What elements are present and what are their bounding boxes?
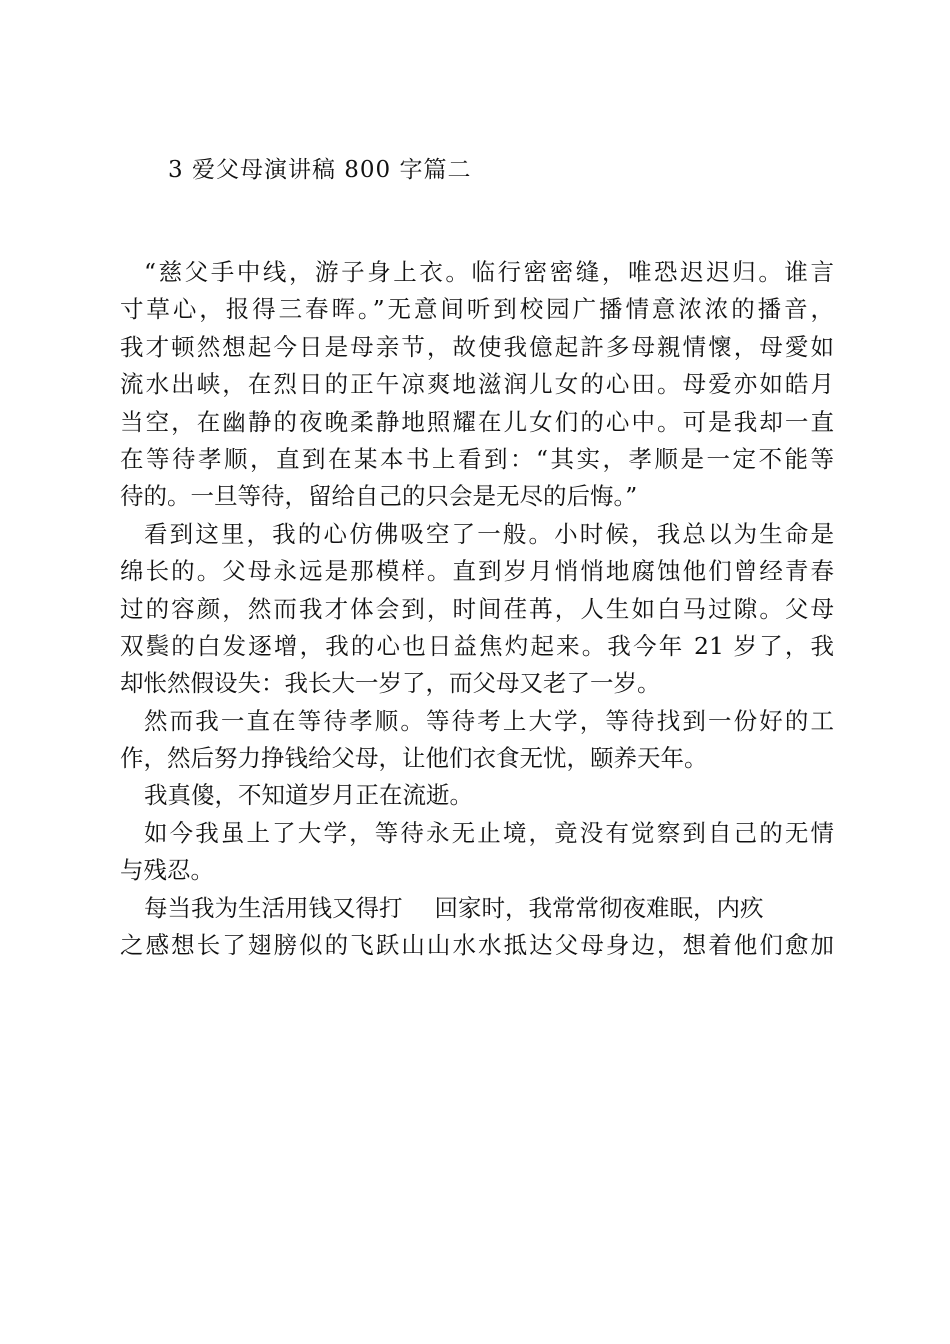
text-line: 过的容颜，然而我才体会到，时间荏苒，人生如白马过隙。父母 [120, 594, 834, 623]
text-line: 如今我虽上了大学，等待永无止境，竟没有觉察到自己的无情 [144, 818, 834, 847]
text-line: 之感想长了翅膀似的飞跃山山水水抵达父母身边，想着他们愈加 [120, 931, 834, 960]
text-line: 待的。一旦等待，留给自己的只会是无尽的后悔。” [120, 482, 638, 511]
text-line: 绵长的。父母永远是那模样。直到岁月悄悄地腐蚀他们曾经青春 [120, 557, 834, 586]
text-line: 在等待孝顺，直到在某本书上看到：“其实，孝顺是一定不能等 [120, 444, 834, 473]
text-line: 与残忍。 [120, 856, 214, 885]
text-line: 寸草心，报得三春晖。”无意间听到校园广播情意浓浓的播音， [120, 295, 834, 324]
text-fragment: 回家时，我常常彻夜难眠，内疚 [434, 893, 764, 922]
text-line: 作，然后努力挣钱给父母，让他们衣食无忧，颐养天年。 [120, 744, 708, 773]
text-line: 却怅然假设失：我长大一岁了，而父母又老了一岁。 [120, 669, 661, 698]
text-line: 看到这里，我的心仿佛吸空了一般。小时候，我总以为生命是 [144, 519, 834, 548]
text-line: 我真傻，不知道岁月正在流逝。 [144, 781, 473, 810]
text-line: “慈父手中线，游子身上衣。临行密密缝，唯恐迟迟归。谁言 [144, 258, 834, 286]
text-line: 双鬓的白发逐增，我的心也日益焦灼起来。我今年 21 岁了，我 [120, 631, 834, 660]
text-line: 然而我一直在等待孝顺。等待考上大学，等待找到一份好的工 [144, 706, 834, 735]
page-title: 3 爱父母演讲稿 800 字篇二 [168, 157, 472, 183]
text-line: 流水出峡，在烈日的正午凉爽地滋润儿女的心田。母爱亦如皓月 [120, 370, 834, 399]
text-line-split [120, 890, 834, 927]
text-line: 当空，在幽静的夜晚柔静地照耀在儿女们的心中。可是我却一直 [120, 407, 834, 436]
text-line: 我才顿然想起今日是母亲节，故使我億起許多母親情懷，母愛如 [120, 332, 834, 361]
text-fragment: 每当我为生活用钱又得打 [144, 893, 403, 922]
document-body [120, 254, 834, 964]
